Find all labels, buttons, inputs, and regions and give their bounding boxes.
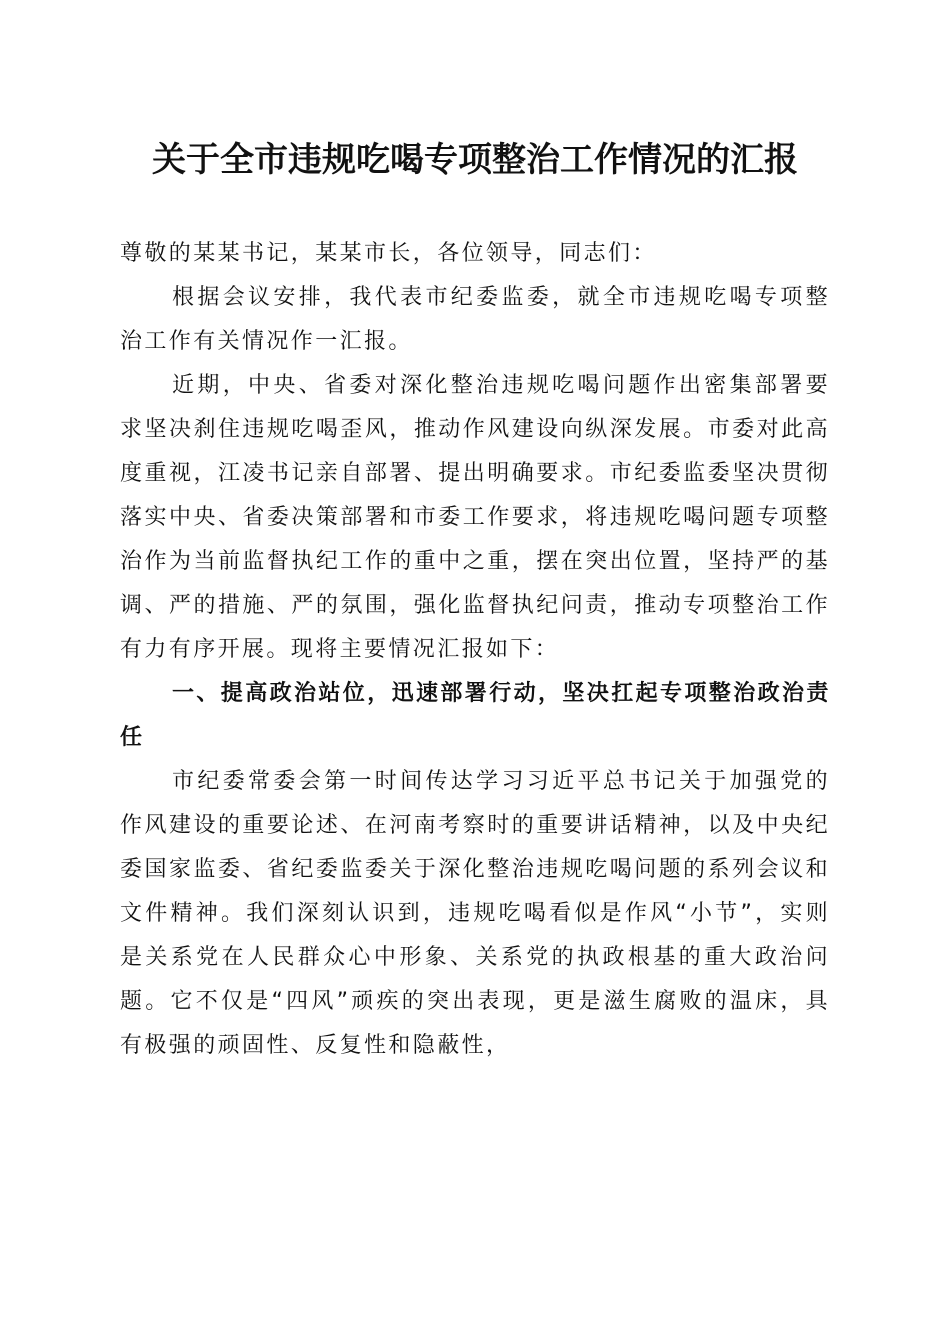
section-heading-1: 一、提高政治站位，迅速部署行动，坚决扛起专项整治政治责任 [120, 681, 830, 750]
document-title: 关于全市违规吃喝专项整治工作情况的汇报 [152, 140, 798, 180]
salutation: 尊敬的某某书记，某某市长，各位领导，同志们： [120, 241, 657, 266]
paragraph-background: 近期，中央、省委对深化整治违规吃喝问题作出密集部署要求坚决刹住违规吃喝歪风，推动作风建设向纵深发展。市委对此高度重视，江凌书记亲自部署、提出明确要求。市纪委监委坚决贯彻落实中央、省委决策部署和市委工作要求，将违规吃喝问题专项整治作为当前监督执纪工作的重中之重，摆在突出位置，坚持严的基调、严的措施、严的氛围，强化监督执纪问责，推动专项整治工作有力有序开展。现将主要情况汇报如下： [120, 373, 830, 662]
document-body [120, 232, 830, 1068]
paragraph-intro: 根据会议安排，我代表市纪委监委，就全市违规吃喝专项整治工作有关情况作一汇报。 [120, 285, 830, 354]
section-1-paragraph: 市纪委常委会第一时间传达学习习近平总书记关于加强党的作风建设的重要论述、在河南考察时的重要讲话精神，以及中央纪委国家监委、省纪委监委关于深化整治违规吃喝问题的系列会议和文件精神。我们深刻认识到，违规吃喝看似是作风“小节”，实则是关系党在人民群众心中形象、关系党的执政根基的重大政治问题。它不仅是“四风”顽疾的突出表现，更是滋生腐败的温床，具有极强的顽固性、反复性和隐蔽性， [120, 769, 830, 1058]
